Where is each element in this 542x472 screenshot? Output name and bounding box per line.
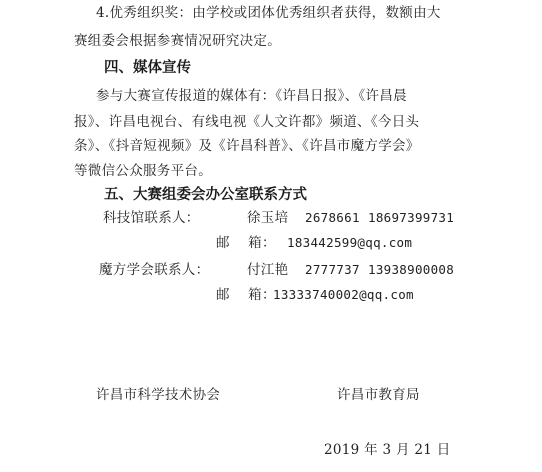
signature-org-education: 许昌市教育局	[337, 387, 420, 403]
museum-email-label: 邮 箱：	[216, 235, 276, 251]
media-heading: 四、媒体宣传	[104, 60, 191, 76]
museum-contact-mobile: 18697399731	[368, 210, 455, 225]
media-line-3: 条》、《抖音短视频》及《许昌科普》、《许昌市魔方学会》	[74, 138, 420, 154]
media-line-2: 报》、许昌电视台、有线电视《人文许都》频道、《今日头	[74, 114, 420, 130]
cube-contact-label: 魔方学会联系人：	[99, 262, 210, 278]
museum-contact-phone: 2678661	[305, 210, 360, 225]
cube-contact-mobile: 13938900008	[368, 262, 455, 277]
museum-contact-label: 科技馆联系人：	[103, 210, 200, 226]
award-line-1: 4.优秀组织奖：由学校或团体优秀组织者获得，数额由大	[96, 5, 441, 21]
cube-email-label: 邮 箱：	[216, 287, 276, 303]
museum-email[interactable]: 183442599@qq.com	[287, 235, 413, 250]
media-line-1: 参与大赛宣传报道的媒体有：《许昌日报》、《许昌晨	[96, 88, 407, 104]
cube-email[interactable]: 13333740002@qq.com	[273, 287, 414, 302]
signature-org-science: 许昌市科学技术协会	[96, 387, 221, 403]
signature-date: 2019 年 3 月 21 日	[324, 442, 451, 458]
cube-contact-phone: 2777737	[305, 262, 360, 277]
contact-heading: 五、大赛组委会办公室联系方式	[104, 187, 307, 203]
award-line-2: 赛组委会根据参赛情况研究决定。	[74, 33, 281, 49]
cube-contact-name: 付江艳	[247, 262, 289, 278]
museum-contact-name: 徐玉培	[247, 210, 289, 226]
media-line-4: 等微信公众服务平台。	[74, 163, 212, 179]
